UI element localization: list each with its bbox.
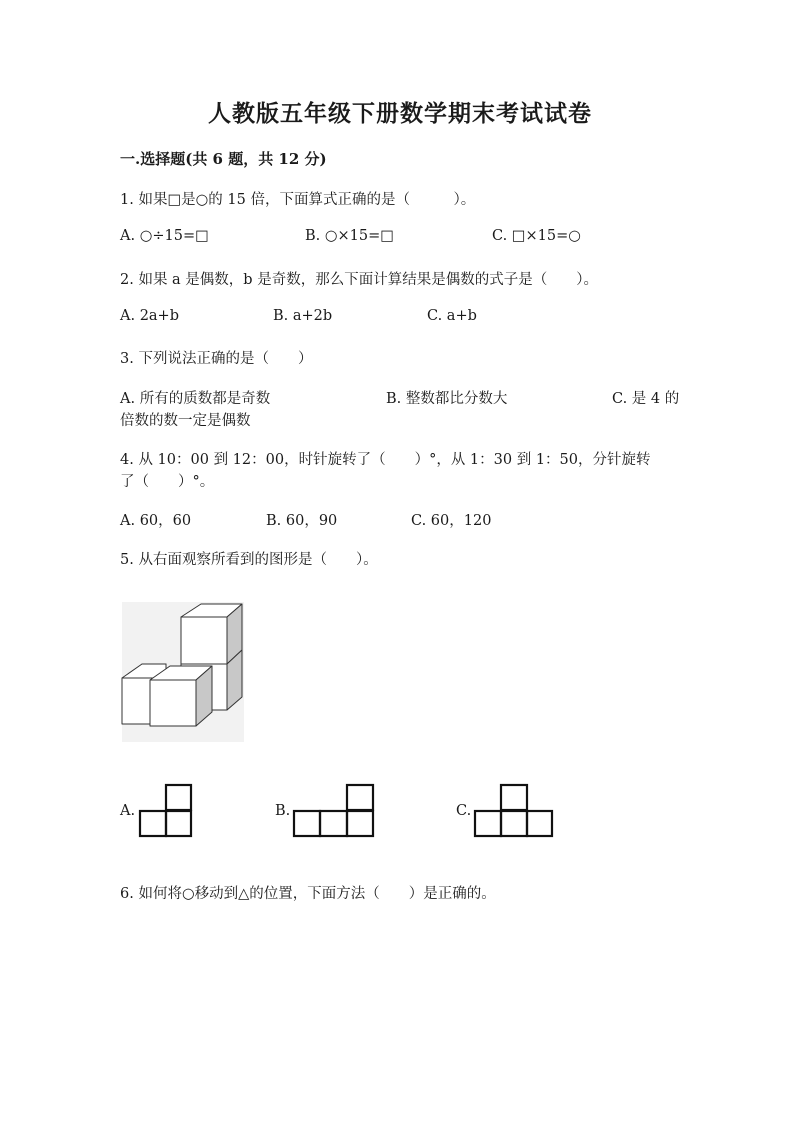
question-5-stem: 5. 从右面观察所看到的图形是（ ）。 xyxy=(120,552,378,568)
question-3-option-a: A. 所有的质数都是奇数 xyxy=(120,391,271,407)
question-3-option-c-continued: 倍数的数一定是偶数 xyxy=(120,413,251,429)
question-1-stem: 1. 如果□是○的 15 倍，下面算式正确的是（ ）。 xyxy=(120,192,476,208)
question-1-option-a: A. ○÷15=□ xyxy=(120,228,209,244)
question-1-option-b: B. ○×15=□ xyxy=(305,228,394,244)
question-4-option-b: B. 60，90 xyxy=(266,513,338,529)
question-5-option-a: A. xyxy=(120,803,136,819)
question-3-option-b: B. 整数都比分数大 xyxy=(386,391,508,407)
question-3-option-c: C. 是 4 的 xyxy=(612,391,680,407)
option-b-figure xyxy=(293,784,375,838)
question-3-stem: 3. 下列说法正确的是（ ） xyxy=(120,351,313,367)
question-5-option-b: B. xyxy=(275,803,291,819)
section-heading: 一.选择题(共 6 题，共 12 分) xyxy=(120,150,327,168)
question-5-option-c: C. xyxy=(456,803,472,819)
question-1-option-c: C. □×15=○ xyxy=(492,228,581,244)
question-6-stem: 6. 如何将○移动到△的位置，下面方法（ ）是正确的。 xyxy=(120,886,496,902)
option-a-figure xyxy=(139,784,193,838)
cube-stack-figure xyxy=(122,602,244,742)
question-2-stem: 2. 如果 a 是偶数，b 是奇数，那么下面计算结果是偶数的式子是（ ）。 xyxy=(120,272,598,288)
question-4-option-a: A. 60，60 xyxy=(120,513,192,529)
question-4-stem-line-2: 了（ ）°。 xyxy=(120,474,215,490)
question-4-option-c: C. 60，120 xyxy=(411,513,492,529)
page-title: 人教版五年级下册数学期末考试试卷 xyxy=(208,100,592,127)
question-2-option-c: C. a+b xyxy=(427,308,477,324)
question-4-stem-line-1: 4. 从 10：00 到 12：00，时针旋转了（ ）°，从 1：30 到 1：50，分针旋转 xyxy=(120,452,651,468)
question-2-option-b: B. a+2b xyxy=(273,308,333,324)
option-c-figure xyxy=(474,784,554,838)
question-2-option-a: A. 2a+b xyxy=(120,308,179,324)
